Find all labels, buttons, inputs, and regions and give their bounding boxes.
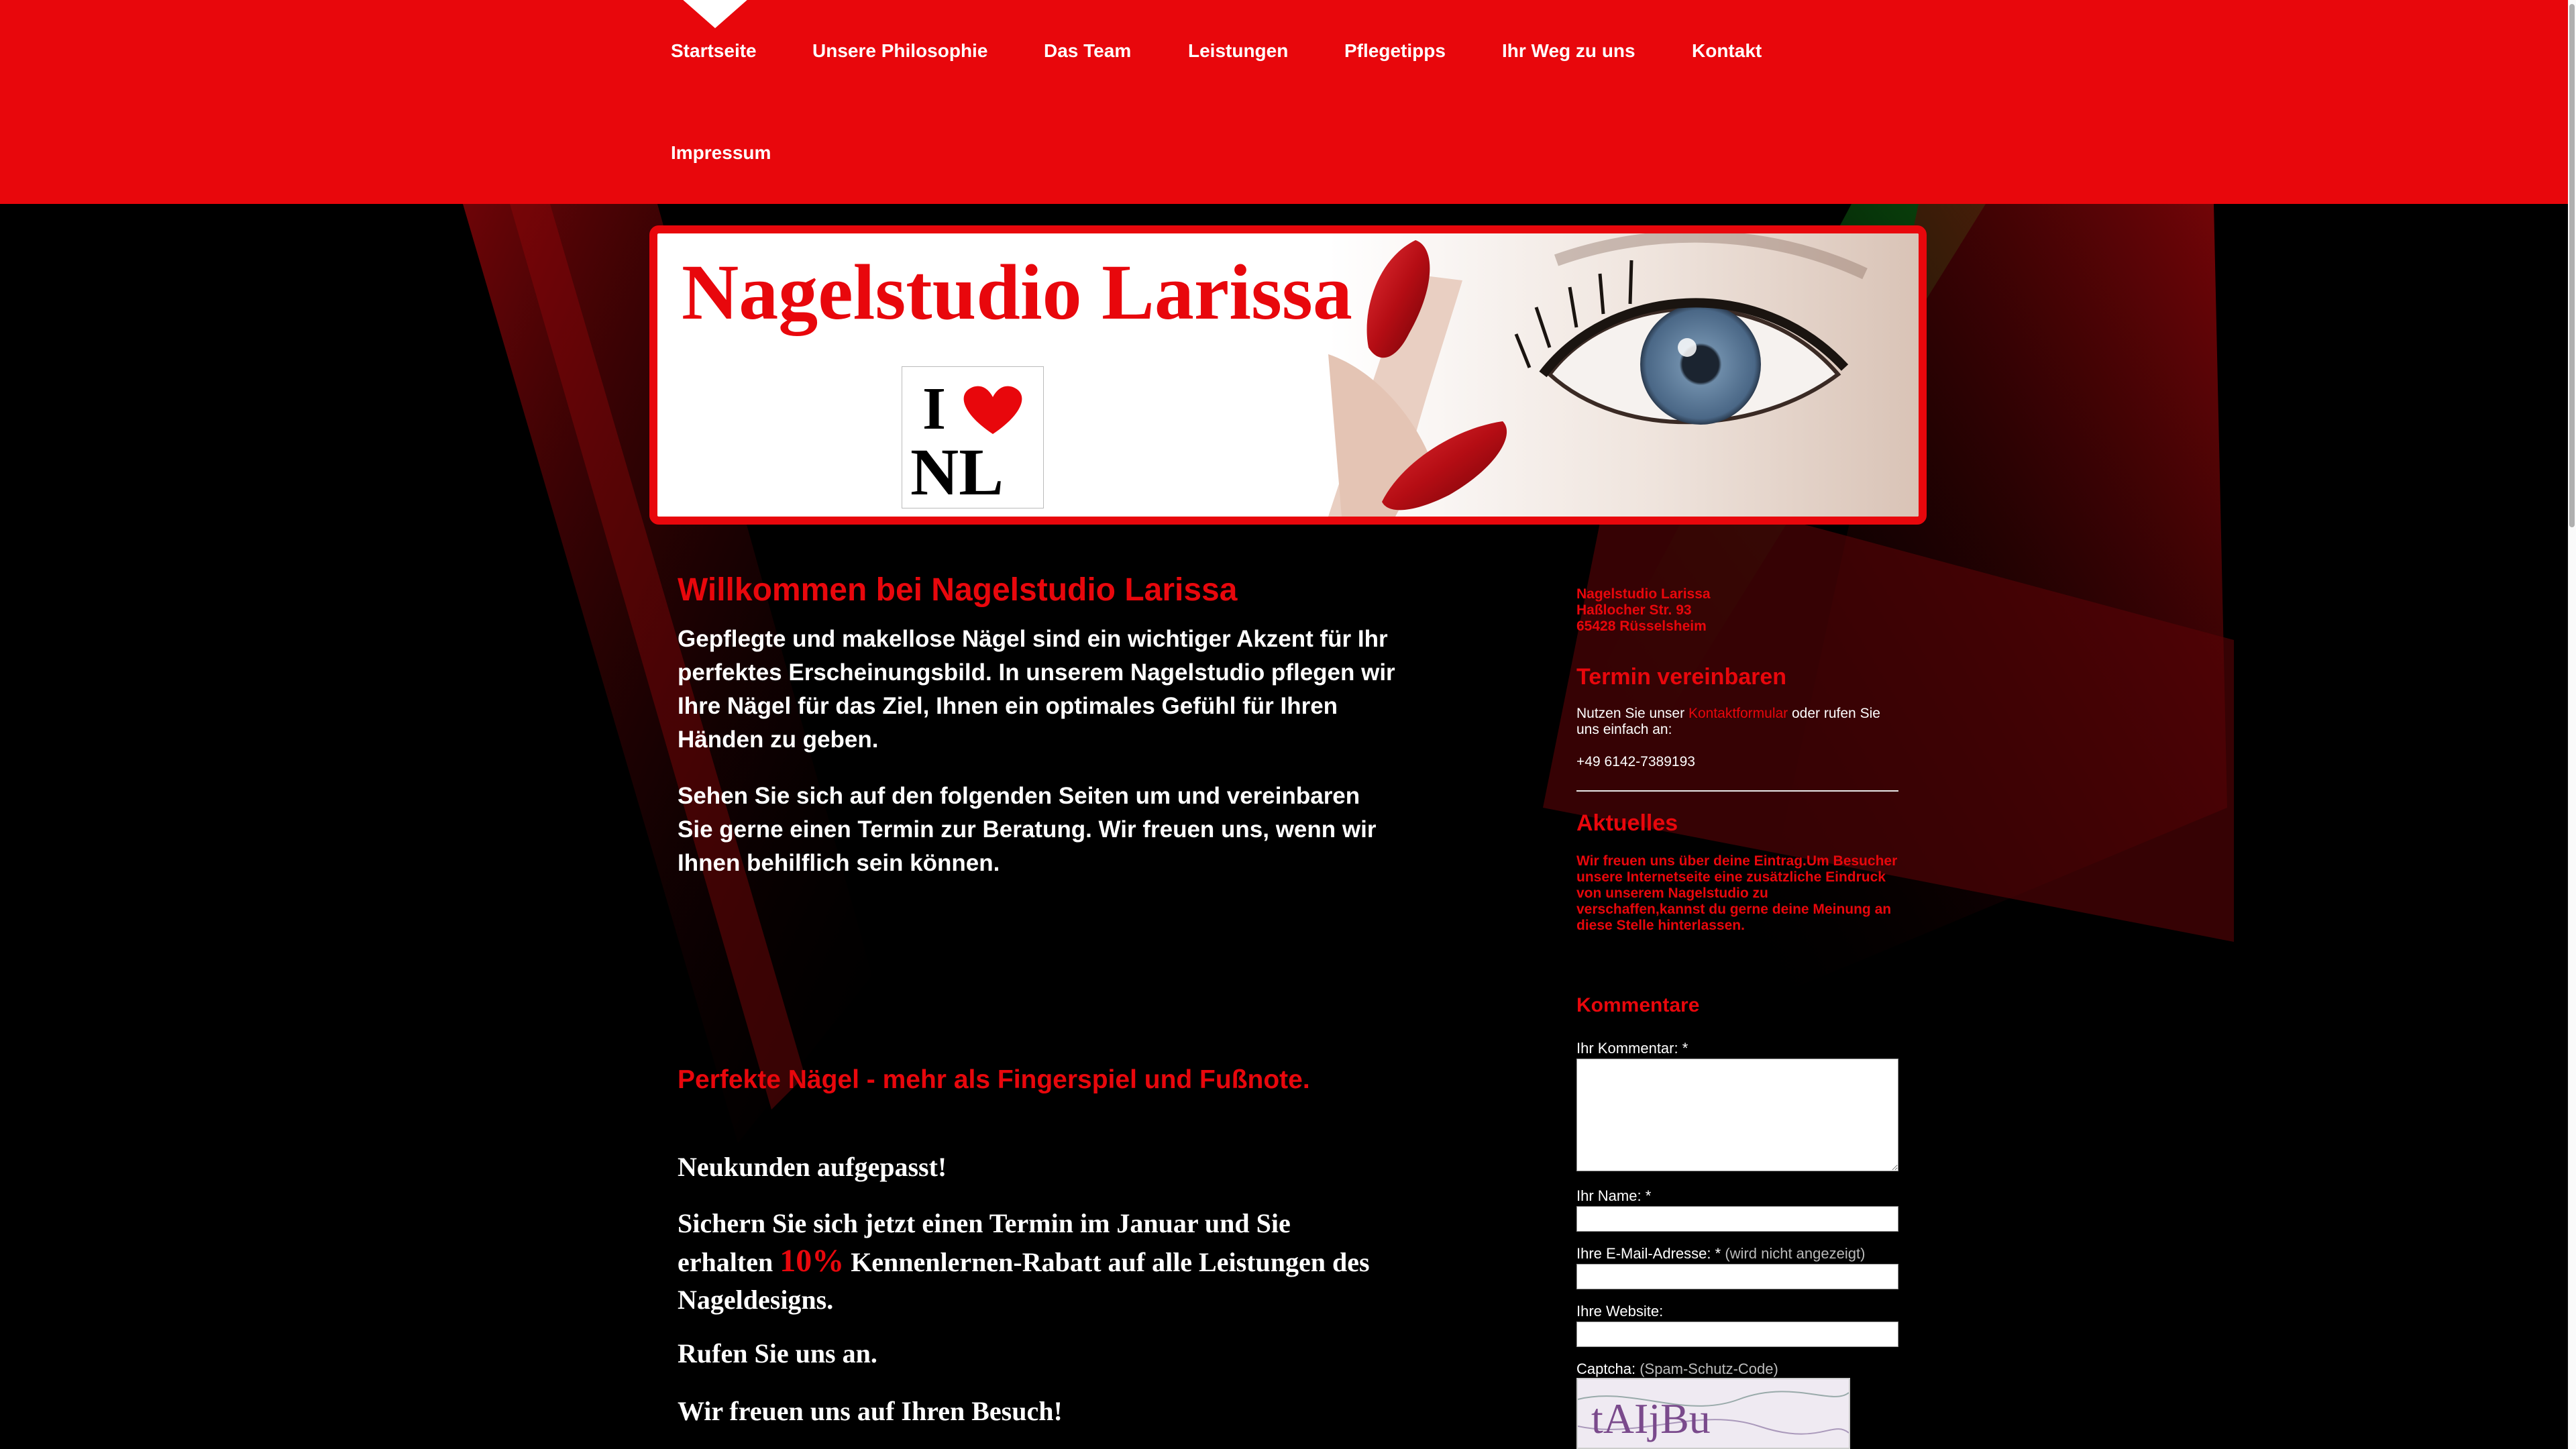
i-love-nl-logo [902, 366, 1044, 508]
active-nav-indicator [682, 0, 749, 28]
welcome-heading: Willkommen bei Nagelstudio Larissa [678, 572, 1238, 608]
email-label-row [1576, 1245, 1865, 1263]
email-input[interactable] [1576, 1264, 1898, 1289]
termin-post: oder rufen Sie uns einfach an: [1576, 706, 1880, 737]
welcome-paragraph: Sehen Sie sich auf den folgenden Seiten um und vereinbaren Sie gerne einen Termin zur Beratung. Wir freuen uns, wenn wir Ihnen behilflich sein können. [678, 783, 1377, 876]
nav-kontakt[interactable]: Kontakt [1692, 40, 1762, 61]
email-label: Ihre E-Mail-Adresse: * [1576, 1245, 1721, 1262]
nav-startseite[interactable]: Startseite [671, 40, 757, 61]
website-label: Ihre Website: [1576, 1303, 1664, 1320]
divider [1576, 790, 1898, 792]
name-label: Ihr Name: * [1576, 1187, 1652, 1204]
address-name: Nagelstudio Larissa [1576, 586, 1711, 602]
nav-leistungen[interactable]: Leistungen [1188, 40, 1289, 61]
scrollbar-thumb[interactable] [2569, 4, 2575, 527]
visit-text: Wir freuen uns auf Ihren Besuch! [678, 1396, 1063, 1426]
termin-text [1576, 706, 1905, 738]
phone-number: +49 6142-7389193 [1576, 754, 1695, 769]
nav-das-team[interactable]: Das Team [1044, 40, 1132, 61]
svg-text:I: I [922, 376, 947, 442]
address-street: Haßlocher Str. 93 [1576, 602, 1692, 618]
call-us-text: Rufen Sie uns an. [678, 1338, 877, 1368]
aktuelles-text: Wir freuen uns über deine Eintrag.Um Besucher unsere Internetseite eine zusätzliche Eindruck von unserem Nagelstudio zu verschaffen,kannst du gerne deine Meinung an diese Stelle hinterlassen. [1576, 853, 1898, 933]
top-navigation [0, 0, 2568, 204]
promo-text-a: Sichern Sie sich jetzt einen Termin im Januar und Sie erhalten [678, 1208, 1291, 1277]
promo-title: Neukunden aufgepasst! [678, 1152, 947, 1182]
captcha-text: tAIjBu [1591, 1395, 1711, 1442]
discount-percent: 10% [780, 1243, 845, 1279]
termin-heading: Termin vereinbaren [1576, 664, 1787, 690]
name-input[interactable] [1576, 1206, 1898, 1232]
kommentare-heading: Kommentare [1576, 994, 1700, 1016]
intro-paragraph: Gepflegte und makellose Nägel sind ein wichtiger Akzent für Ihr perfektes Erscheinungsbild. In unserem Nagelstudio pflegen wir Ihre Nägel für das Ziel, Ihnen ein optimales Gefühl für Ihren Händen zu geben. [678, 626, 1395, 753]
nav-ihr-weg-zu-uns[interactable]: Ihr Weg zu uns [1502, 40, 1635, 61]
aktuelles-heading: Aktuelles [1576, 810, 1678, 836]
termin-pre: Nutzen Sie unser [1576, 706, 1688, 721]
comment-textarea[interactable] [1576, 1059, 1898, 1171]
nav-impressum[interactable]: Impressum [671, 142, 771, 163]
email-note: (wird nicht angezeigt) [1725, 1245, 1866, 1262]
captcha-label: Captcha: [1576, 1360, 1636, 1377]
svg-text:NL: NL [910, 435, 1004, 508]
promo-text-b: Kennenlernen-Rabatt auf alle Leistungen des Nageldesigns. [678, 1247, 1370, 1315]
captcha-label-row [1576, 1360, 1778, 1378]
header-banner [649, 225, 1927, 525]
perfect-nails-heading: Perfekte Nägel - mehr als Fingerspiel und Fußnote. [678, 1065, 1310, 1094]
address-block [1576, 586, 1898, 635]
promo-text [678, 1205, 1389, 1319]
website-input[interactable] [1576, 1322, 1898, 1347]
comment-label: Ihr Kommentar: * [1576, 1040, 1688, 1057]
site-title: Nagelstudio Larissa [682, 248, 1352, 336]
nav-pflegetipps[interactable]: Pflegetipps [1344, 40, 1446, 61]
captcha-note: (Spam-Schutz-Code) [1640, 1360, 1778, 1377]
nav-unsere-philosophie[interactable]: Unsere Philosophie [812, 40, 988, 61]
captcha-image [1576, 1378, 1850, 1449]
kontaktformular-link[interactable]: Kontaktformular [1688, 706, 1788, 721]
address-city: 65428 Rüsselsheim [1576, 619, 1707, 634]
